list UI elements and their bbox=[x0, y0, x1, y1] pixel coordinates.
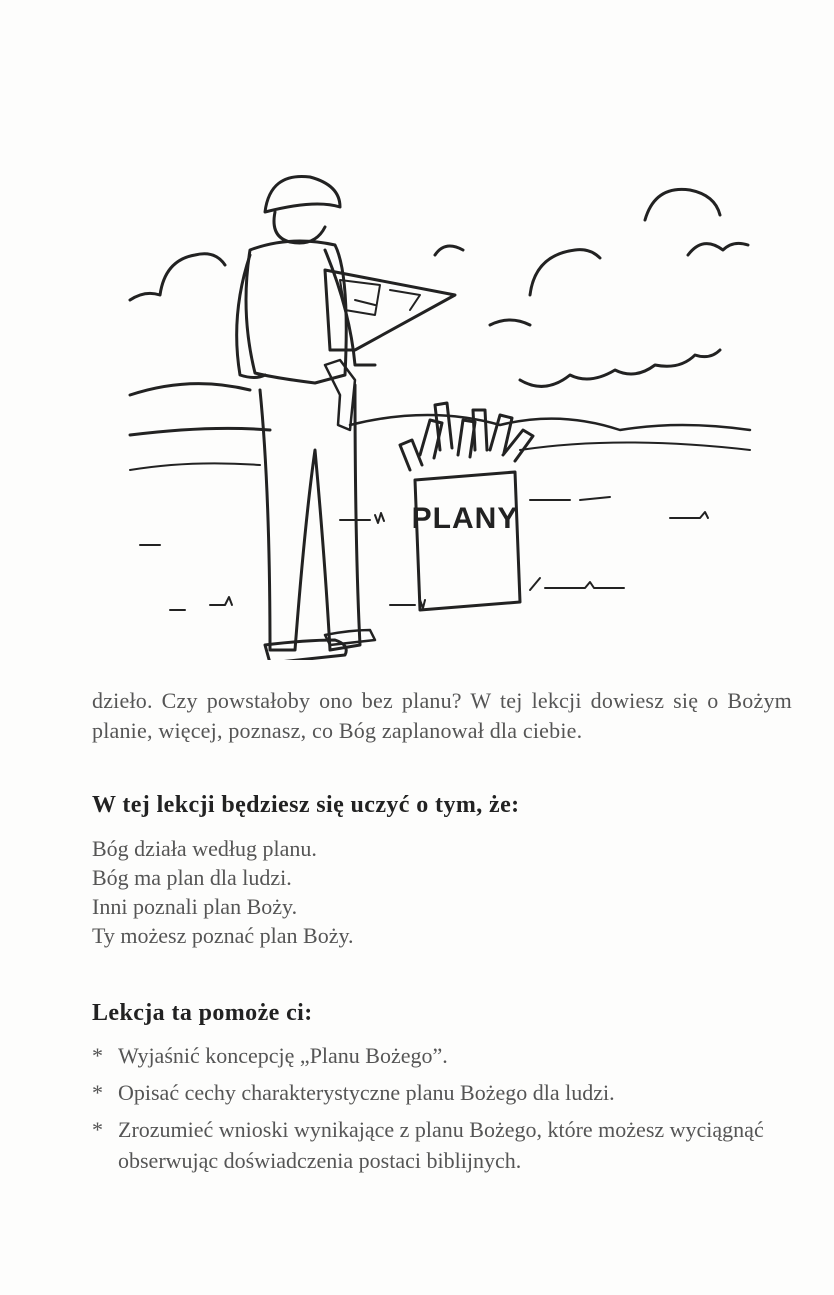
learn-list bbox=[92, 834, 354, 950]
intro-paragraph: dzieło. Czy powstałoby ono bez planu? W tej lekcji dowiesz się o Bożym planie, więcej, poznasz, co Bóg zaplanował dla ciebie. bbox=[92, 688, 792, 743]
plans-box-label: PLANY bbox=[411, 502, 519, 535]
section-heading-help: Lekcja ta pomoże ci: bbox=[92, 1000, 313, 1026]
list-item: Inni poznali plan Boży. bbox=[92, 894, 298, 919]
objectives-list bbox=[92, 1040, 792, 1182]
list-item bbox=[92, 1077, 792, 1108]
cap bbox=[265, 176, 340, 212]
cloud-right-1 bbox=[530, 250, 600, 295]
list-item-text: Opisać cechy charakterystyczne planu Bożego dla ludzi. bbox=[118, 1080, 615, 1105]
head bbox=[274, 212, 325, 243]
asterisk-bullet: * bbox=[92, 1080, 103, 1105]
list-item: Ty możesz poznać plan Boży. bbox=[92, 923, 354, 948]
cloud-right-2 bbox=[645, 189, 720, 220]
cloud-right-5 bbox=[490, 320, 530, 325]
list-item-text: Zrozumieć wnioski wynikające z planu Bożego, które możesz wyciągnąć obserwując doświadczenia postaci biblijnych. bbox=[118, 1117, 764, 1173]
legs bbox=[260, 385, 360, 650]
cloud-center bbox=[435, 246, 463, 255]
asterisk-bullet: * bbox=[92, 1043, 103, 1068]
asterisk-bullet: * bbox=[92, 1117, 103, 1142]
cloud-left bbox=[130, 254, 225, 300]
list-item-text: Wyjaśnić koncepcję „Planu Bożego”. bbox=[118, 1043, 448, 1068]
section-heading-learn: W tej lekcji będziesz się uczyć o tym, że: bbox=[92, 792, 520, 818]
man-with-plans-illustration bbox=[110, 150, 790, 660]
plans-box bbox=[415, 472, 520, 610]
list-item: Bóg ma plan dla ludzi. bbox=[92, 865, 292, 890]
horizon-line-4 bbox=[130, 463, 260, 470]
cloud-right-4 bbox=[520, 350, 720, 386]
horizon-line-3 bbox=[350, 415, 750, 430]
horizon-line-5 bbox=[520, 443, 750, 451]
horizon-line-2 bbox=[130, 428, 270, 435]
horizon-line-1 bbox=[130, 384, 250, 395]
list-item: Bóg działa według planu. bbox=[92, 836, 317, 861]
list-item bbox=[92, 1114, 792, 1176]
list-item bbox=[92, 1040, 792, 1071]
cloud-right-3 bbox=[688, 243, 748, 255]
